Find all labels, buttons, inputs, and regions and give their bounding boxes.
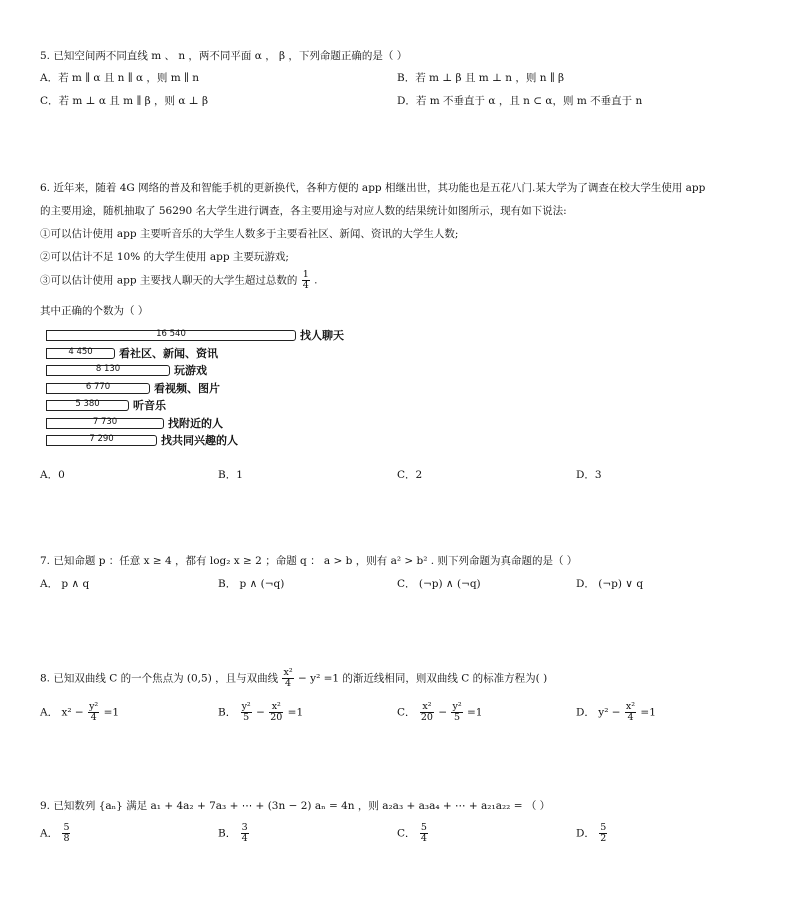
q5-stem: 5. 已知空间两不同直线 m 、 n ，两不同平面 α ， β ，下列命题正确的是（ ） — [40, 50, 408, 62]
q7-option-c: C． (¬p) ∧ (¬q) — [397, 578, 481, 590]
bar-category-label: 找人聊天 — [300, 329, 344, 342]
bar-category-label: 看社区、新闻、资讯 — [119, 346, 218, 360]
chart-bar — [46, 400, 129, 411]
q8-option-b: B． $\frac{\text{y²}}{5}$ − $\frac{\text{x²}}{20}$ =1 — [218, 701, 304, 723]
q6-stem-line1: 6. 近年来，随着 4G 网络的普及和智能手机的更新换代，各种方便的 app 相继出世，其功能也是五花八门.某大学为了调查在校大学生使用 app — [40, 182, 706, 194]
q5-option-a: A．若 m ∥ α 且 n ∥ α ，则 m ∥ n — [40, 72, 199, 84]
fraction: $\frac{5}{2}$ — [600, 822, 607, 844]
fraction: $\frac{\text{x²}}{4}$ — [625, 701, 636, 723]
fraction: $\frac{5}{8}$ — [63, 822, 70, 844]
fraction: $\frac{\text{y²}}{5}$ — [241, 701, 251, 723]
bar-category-label: 找共同兴趣的人 — [161, 434, 238, 447]
chart-bar — [46, 418, 164, 429]
bar-category-label: 听音乐 — [133, 399, 166, 412]
q9-option-b: B． $\frac{3}{4}$ — [218, 822, 248, 844]
fraction: $\frac{\text{x²}}{20}$ — [270, 701, 283, 723]
fraction: $\frac{5}{4}$ — [420, 822, 427, 844]
q7-stem: 7. 已知命题 p ：任意 x ≥ 4 ，都有 log₂ x ≥ 2 ；命题 q ： a > b ，则有 a² > b² . 则下列命题为真命题的是（ ） — [40, 555, 578, 567]
q8-stem: 8. 已知双曲线 C 的一个焦点为 (0,5) ，且与双曲线 $\frac{\text{x²}}{4}$ − y² =1 的渐近线相同，则双曲线 C 的标准方程为( ) — [40, 667, 548, 689]
bar-category-label: 看视频、图片 — [154, 381, 220, 395]
fraction: $\frac{1}{4}$ — [302, 269, 309, 291]
q7-option-d: D． (¬p) ∨ q — [576, 578, 644, 590]
q7-option-a: A． p ∧ q — [40, 578, 90, 590]
bar-value-label: 5 380 — [75, 399, 100, 409]
q6-option-c: C．2 — [397, 469, 423, 481]
bar-value-label: 8 130 — [95, 364, 121, 374]
q6-statement-3: ③可以估计使用 app 主要找人聊天的大学生超过总数的 $\frac{1}{4}$ . — [40, 269, 318, 291]
bar-value-label: 6 770 — [85, 381, 111, 392]
q6-statement-3-text: ③可以估计使用 app 主要找人聊天的大学生超过总数的 — [40, 274, 298, 287]
q5-option-b: B．若 m ⊥ β 且 m ⊥ n ，则 n ∥ β — [397, 72, 565, 84]
q8-option-c: C． $\frac{\text{x²}}{20}$ − $\frac{\text{y²}}{5}$ =1 — [397, 701, 483, 723]
fraction: $\frac{3}{4}$ — [241, 822, 248, 844]
fraction: $\frac{\text{y²}}{4}$ — [89, 701, 99, 723]
q8-option-a: A． x² − $\frac{\text{y²}}{4}$ =1 — [40, 701, 120, 723]
q9-option-d: D． $\frac{5}{2}$ — [576, 822, 607, 844]
bar-value-label: 16 540 — [156, 329, 186, 339]
q6-option-b: B．1 — [218, 469, 243, 481]
bar-value-label: 7 730 — [92, 416, 118, 427]
q6-question: 其中正确的个数为（ ） — [40, 305, 149, 317]
q7-option-b: B． p ∧ (¬q) — [218, 578, 285, 590]
chart-bar — [46, 435, 157, 446]
chart-bar — [46, 348, 115, 359]
bar-category-label: 玩游戏 — [174, 364, 207, 377]
chart-bar — [46, 330, 296, 341]
q5-option-d: D．若 m 不垂直于 α ，且 n ⊂ α，则 m 不垂直于 n — [397, 95, 643, 107]
bar-value-label: 4 450 — [68, 346, 93, 357]
fraction: $\frac{\text{x²}}{4}$ — [283, 667, 293, 689]
q6-stem-line2: 的主要用途，随机抽取了 56290 名大学生进行调查，各主要用途与对应人数的结果统计如图所示，现有如下说法: — [40, 205, 567, 217]
bar-category-label: 找附近的人 — [168, 416, 223, 430]
q9-stem: 9. 已知数列 {aₙ} 满足 a₁ + 4a₂ + 7a₃ + ⋯ + (3n − 2) aₙ = 4n ，则 a₂a₃ + a₃a₄ + ⋯ + a₂₁a₂₂ = （ ） — [40, 800, 551, 812]
chart-bar — [46, 383, 150, 394]
usage-bar-chart — [46, 330, 366, 455]
q6-option-d: D．3 — [576, 469, 602, 481]
q9-option-c: C． $\frac{5}{4}$ — [397, 822, 427, 844]
fraction: $\frac{\text{x²}}{20}$ — [420, 701, 433, 723]
bar-value-label: 7 290 — [89, 434, 114, 444]
chart-bar — [46, 365, 170, 376]
fraction: $\frac{\text{y²}}{5}$ — [452, 701, 462, 723]
q5-option-c: C．若 m ⊥ α 且 m ∥ β ，则 α ⊥ β — [40, 95, 209, 107]
q6-option-a: A．0 — [40, 469, 65, 481]
q6-statement-1: ①可以估计使用 app 主要听音乐的大学生人数多于主要看社区、新闻、资讯的大学生人数; — [40, 228, 459, 240]
q8-option-d: D． y² − $\frac{\text{x²}}{4}$ =1 — [576, 701, 656, 723]
q6-statement-2: ②可以估计不足 10% 的大学生使用 app 主要玩游戏; — [40, 251, 289, 263]
q9-option-a: A． $\frac{5}{8}$ — [40, 822, 70, 844]
